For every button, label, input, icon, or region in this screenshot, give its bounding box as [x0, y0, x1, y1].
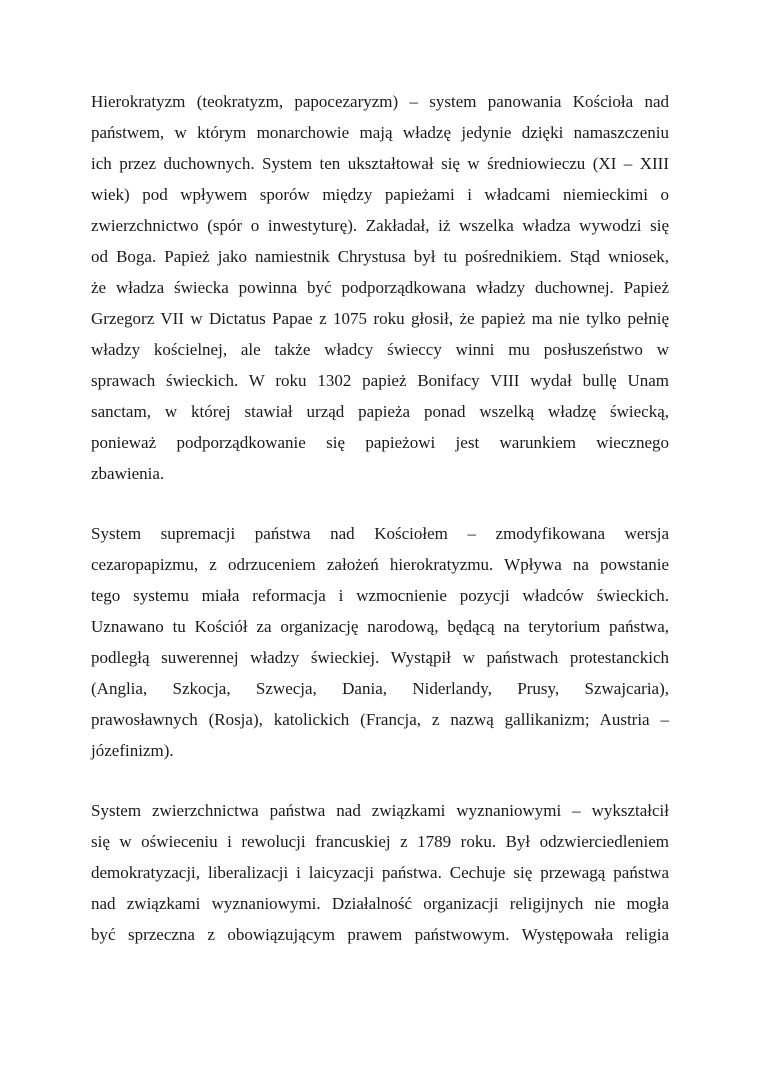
text-line: od Boga. Papież jako namiestnik Chrystusa był tu pośrednikiem. Stąd wniosek,: [91, 247, 669, 266]
text-line: podległą suwerennej władzy świeckiej. Wystąpił w państwach protestanckich: [91, 648, 669, 667]
text-line: tego systemu miała reformacja i wzmocnienie pozycji władców świeckich.: [91, 586, 669, 605]
text-line: zwierzchnictwo (spór o inwestyturę). Zakładał, iż wszelka władza wywodzi się: [91, 216, 669, 235]
text-line: władzy kościelnej, ale także władcy świeccy winni mu posłuszeństwo w: [91, 340, 669, 359]
text-line: sprawach świeckich. W roku 1302 papież Bonifacy VIII wydał bullę Unam: [91, 371, 669, 390]
paragraph-hierokratyzm: [91, 86, 669, 489]
text-line: józefinizm).: [91, 741, 174, 760]
text-line: cezaropapizmu, z odrzuceniem założeń hierokratyzmu. Wpływa na powstanie: [91, 555, 669, 574]
text-line: sanctam, w której stawiał urząd papieża ponad wszelką władzę świecką,: [91, 402, 669, 421]
text-line: Hierokratyzm (teokratyzm, papocezaryzm) – system panowania Kościoła nad: [91, 92, 669, 111]
text-line: być sprzeczna z obowiązującym prawem państwowym. Występowała religia: [91, 925, 669, 944]
text-line: wiek) pod wpływem sporów między papieżami i władcami niemieckimi o: [91, 185, 669, 204]
paragraph-zwierzchnictwo: [91, 795, 669, 950]
text-line: System supremacji państwa nad Kościołem – zmodyfikowana wersja: [91, 524, 669, 543]
text-line: nad związkami wyznaniowymi. Działalność organizacji religijnych nie mogła: [91, 894, 669, 913]
text-line: że władza świecka powinna być podporządkowana władzy duchownej. Papież: [91, 278, 669, 297]
text-line: Grzegorz VII w Dictatus Papae z 1075 roku głosił, że papież ma nie tylko pełnię: [91, 309, 669, 328]
text-line: Uznawano tu Kościół za organizację narodową, będącą na terytorium państwa,: [91, 617, 669, 636]
text-line: zbawienia.: [91, 464, 165, 483]
text-line: demokratyzacji, liberalizacji i laicyzacji państwa. Cechuje się przewagą państwa: [91, 863, 669, 882]
text-line: się w oświeceniu i rewolucji francuskiej z 1789 roku. Był odzwierciedleniem: [91, 832, 669, 851]
text-line: ponieważ podporządkowanie się papieżowi jest warunkiem wiecznego: [91, 433, 669, 452]
text-line: (Anglia, Szkocja, Szwecja, Dania, Niderlandy, Prusy, Szwajcaria),: [91, 679, 669, 698]
text-line: prawosławnych (Rosja), katolickich (Francja, z nazwą gallikanizm; Austria –: [91, 710, 669, 729]
paragraph-supremacja: [91, 518, 669, 766]
text-line: ich przez duchownych. System ten ukształtował się w średniowieczu (XI – XIII: [91, 154, 669, 173]
text-line: System zwierzchnictwa państwa nad związkami wyznaniowymi – wykształcił: [91, 801, 669, 820]
text-line: państwem, w którym monarchowie mają władzę jedynie dzięki namaszczeniu: [91, 123, 669, 142]
